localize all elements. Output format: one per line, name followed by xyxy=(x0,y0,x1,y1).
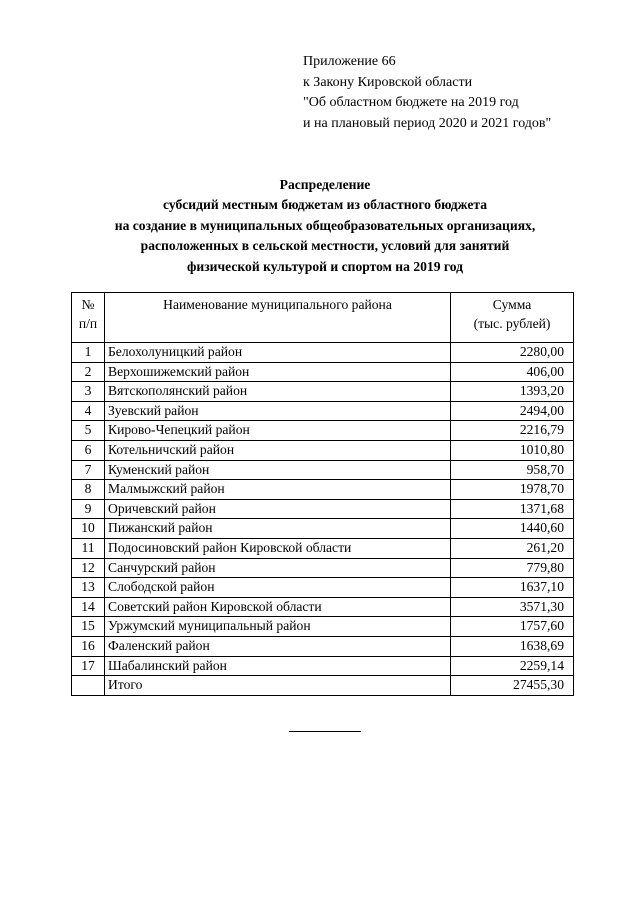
closing-separator-line xyxy=(289,731,361,732)
title-line-3: на создание в муниципальных общеобразовательных организациях, xyxy=(114,217,536,233)
row-district-name: Оричевский район xyxy=(105,499,451,519)
row-district-name: Советский район Кировской области xyxy=(105,597,451,617)
row-district-name: Куменский район xyxy=(105,460,451,480)
row-number: 5 xyxy=(72,421,105,441)
header-number-line-2: п/п xyxy=(78,316,98,331)
row-number: 7 xyxy=(72,460,105,480)
row-number: 15 xyxy=(72,617,105,637)
row-district-name: Зуевский район xyxy=(105,401,451,421)
row-sum: 958,70 xyxy=(451,460,574,480)
row-number: 11 xyxy=(72,538,105,558)
header-sum-line-2: (тыс. рублей) xyxy=(473,316,551,331)
row-number: 6 xyxy=(72,440,105,460)
row-sum: 1371,68 xyxy=(451,499,574,519)
header-sum xyxy=(451,293,574,343)
row-number: 13 xyxy=(72,578,105,598)
row-number: 3 xyxy=(72,382,105,402)
row-number: 1 xyxy=(72,343,105,363)
row-number: 10 xyxy=(72,519,105,539)
title-line-1: Распределение xyxy=(279,177,371,192)
row-district-name: Шабалинский район xyxy=(105,656,451,676)
table-row xyxy=(72,343,574,363)
row-district-name: Малмыжский район xyxy=(105,480,451,500)
table-row xyxy=(72,421,574,441)
appendix-number: Приложение 66 xyxy=(303,54,396,69)
row-district-name: Котельничский район xyxy=(105,440,451,460)
row-number: 8 xyxy=(72,480,105,500)
table-row xyxy=(72,499,574,519)
row-number: 16 xyxy=(72,636,105,656)
table-row xyxy=(72,440,574,460)
header-number xyxy=(72,293,105,343)
row-district-name: Кирово-Чепецкий район xyxy=(105,421,451,441)
title-line-2: субсидий местным бюджетам из областного бюджета xyxy=(162,197,488,213)
row-district-name: Уржумский муниципальный район xyxy=(105,617,451,637)
table-row xyxy=(72,460,574,480)
row-sum: 1637,10 xyxy=(451,578,574,598)
row-number: 4 xyxy=(72,401,105,421)
table-row xyxy=(72,401,574,421)
row-sum: 2494,00 xyxy=(451,401,574,421)
header-sum-line-1: Сумма xyxy=(492,297,532,312)
title-line-4: расположенных в сельской местности, условий для занятий xyxy=(140,238,510,254)
table-row xyxy=(72,480,574,500)
row-sum: 1440,60 xyxy=(451,519,574,539)
row-number: 14 xyxy=(72,597,105,617)
header-district-name xyxy=(105,293,451,343)
appendix-law-period-line: и на плановый период 2020 и 2021 годов" xyxy=(303,115,552,131)
table-row xyxy=(72,538,574,558)
table-row xyxy=(72,617,574,637)
row-sum: 3571,30 xyxy=(451,597,574,617)
table-row xyxy=(72,636,574,656)
row-district-name: Слободской район xyxy=(105,578,451,598)
table-row xyxy=(72,597,574,617)
row-sum: 1757,60 xyxy=(451,617,574,637)
total-sum: 27455,30 xyxy=(451,676,574,696)
row-number: 2 xyxy=(72,362,105,382)
table-row xyxy=(72,558,574,578)
row-sum: 1978,70 xyxy=(451,480,574,500)
row-district-name: Санчурский район xyxy=(105,558,451,578)
row-district-name: Вятскополянский район xyxy=(105,382,451,402)
appendix-law-line: к Закону Кировской области xyxy=(303,74,473,90)
row-sum: 779,80 xyxy=(451,558,574,578)
total-number xyxy=(72,676,105,696)
row-number: 9 xyxy=(72,499,105,519)
appendix-reference xyxy=(303,52,551,134)
row-sum: 406,00 xyxy=(451,362,574,382)
row-sum: 2280,00 xyxy=(451,343,574,363)
row-sum: 2259,14 xyxy=(451,656,574,676)
row-sum: 1393,20 xyxy=(451,382,574,402)
header-number-line-1: № xyxy=(81,297,95,312)
total-row xyxy=(72,676,574,696)
row-sum: 2216,79 xyxy=(451,421,574,441)
appendix-law-title-line: "Об областном бюджете на 2019 год xyxy=(303,95,519,110)
title-line-5: физической культурой и спортом на 2019 год xyxy=(186,258,464,274)
row-district-name: Пижанский район xyxy=(105,519,451,539)
row-sum: 1010,80 xyxy=(451,440,574,460)
total-label: Итого xyxy=(105,676,451,696)
table-row xyxy=(72,382,574,402)
table-row xyxy=(72,578,574,598)
table-body xyxy=(72,343,574,696)
document-title xyxy=(60,175,590,277)
subsidy-table xyxy=(71,292,574,696)
row-sum: 1638,69 xyxy=(451,636,574,656)
header-district-name-text: Наименование муниципального района xyxy=(163,297,392,312)
row-number: 12 xyxy=(72,558,105,578)
table-row xyxy=(72,362,574,382)
row-district-name: Подосиновский район Кировской области xyxy=(105,538,451,558)
table-row xyxy=(72,519,574,539)
row-district-name: Белохолуницкий район xyxy=(105,343,451,363)
table-row xyxy=(72,656,574,676)
row-number: 17 xyxy=(72,656,105,676)
table-header-row xyxy=(72,293,574,343)
row-district-name: Верхошижемский район xyxy=(105,362,451,382)
row-district-name: Фаленский район xyxy=(105,636,451,656)
row-sum: 261,20 xyxy=(451,538,574,558)
